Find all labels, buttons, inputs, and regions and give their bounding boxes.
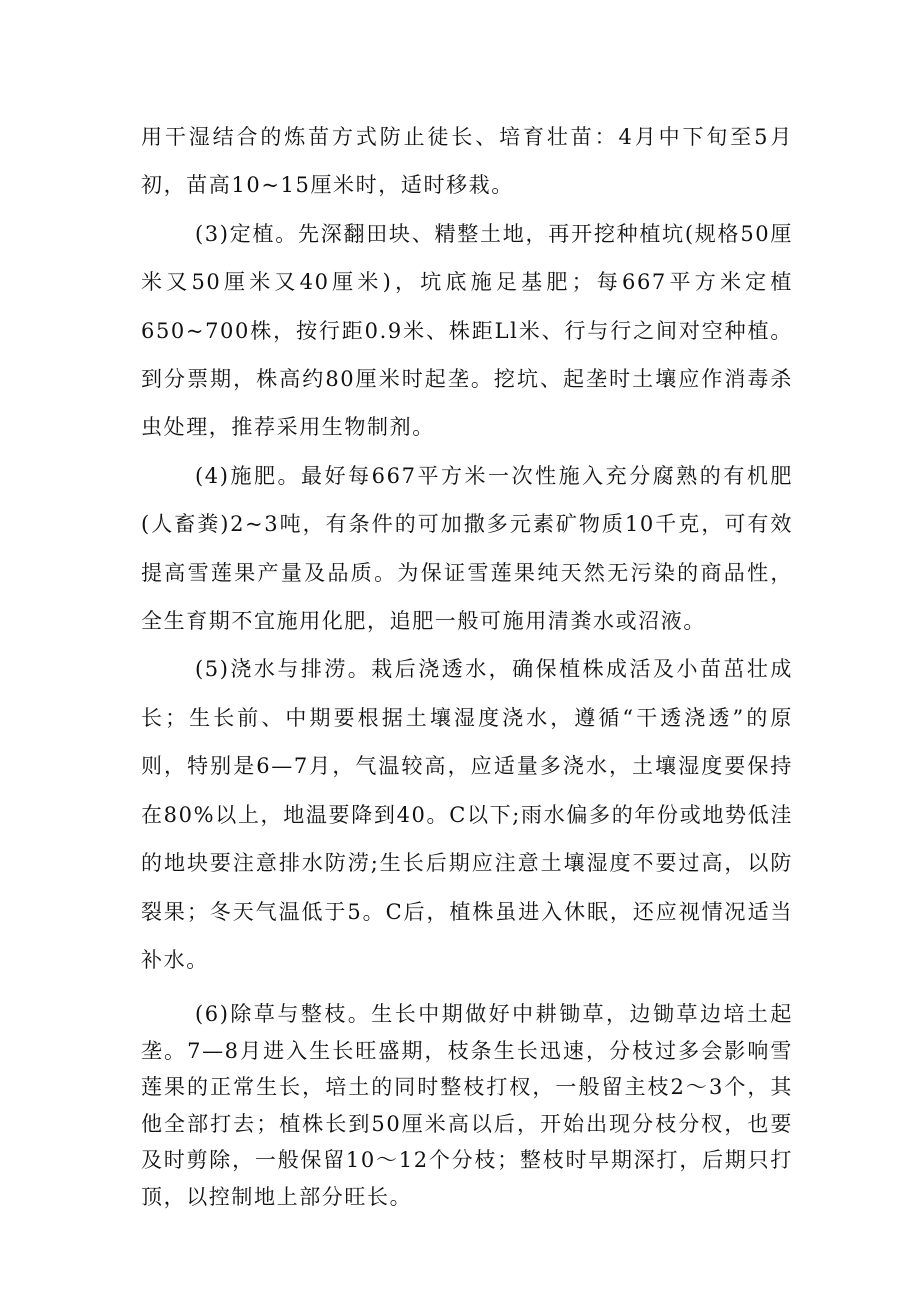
- paragraph-planting: (3)定植。先深翻田块、精整土地，再开挖种植坑(规格50厘米又50厘米又40厘米)，坑底施足基肥；每667平方米定植650~700株，按行距0.9米、株距Ll米、行与行之间对空种植。到分票期，株高约80厘米时起垄。挖坑、起垄时土壤应作消毒杀虫处理，推荐采用生物制剂。: [141, 221, 793, 440]
- document-body: [141, 113, 793, 1215]
- paragraph-seedling-continuation: 用干湿结合的炼苗方式防止徒长、培育壮苗：4月中下旬至5月初，苗高10~15厘米时，适时移栽。: [141, 125, 793, 198]
- paragraph-fertilizing: (4)施肥。最好每667平方米一次性施入充分腐熟的有机肥(人畜粪)2~3吨，有条件的可加撒多元素矿物质10千克，可有效提高雪莲果产量及品质。为保证雪莲果纯天然无污染的商品性，全生育期不宜施用化肥，追肥一般可施用清粪水或沼液。: [141, 463, 793, 634]
- paragraph-watering-drainage: (5)浇水与排涝。栽后浇透水，确保植株成活及小苗茁壮成长；生长前、中期要根据土壤湿度浇水，遵循“干透浇透”的原则，特别是6—7月，气温较高，应适量多浇水，土壤湿度要保持在80%以上，地温要降到40。C以下;雨水偏多的年份或地势低洼的地块要注意排水防涝;生长后期应注意土壤湿度不要过高，以防裂果；冬天气温低于5。C后，植株虽进入休眠，还应视情况适当补水。: [141, 657, 793, 972]
- paragraph-weeding-pruning: (6)除草与整枝。生长中期做好中耕锄草，边锄草边培土起垄。7—8月进入生长旺盛期，枝条生长迅速，分枝过多会影响雪莲果的正常生长，培土的同时整枝打杈，一般留主枝2～3个，其他全部打去；植株长到50厘米高以后，开始出现分枝分杈，也要及时剪除，一般保留10～12个分枝；整枝时早期深打，后期只打顶，以控制地上部分旺长。: [141, 1002, 793, 1209]
